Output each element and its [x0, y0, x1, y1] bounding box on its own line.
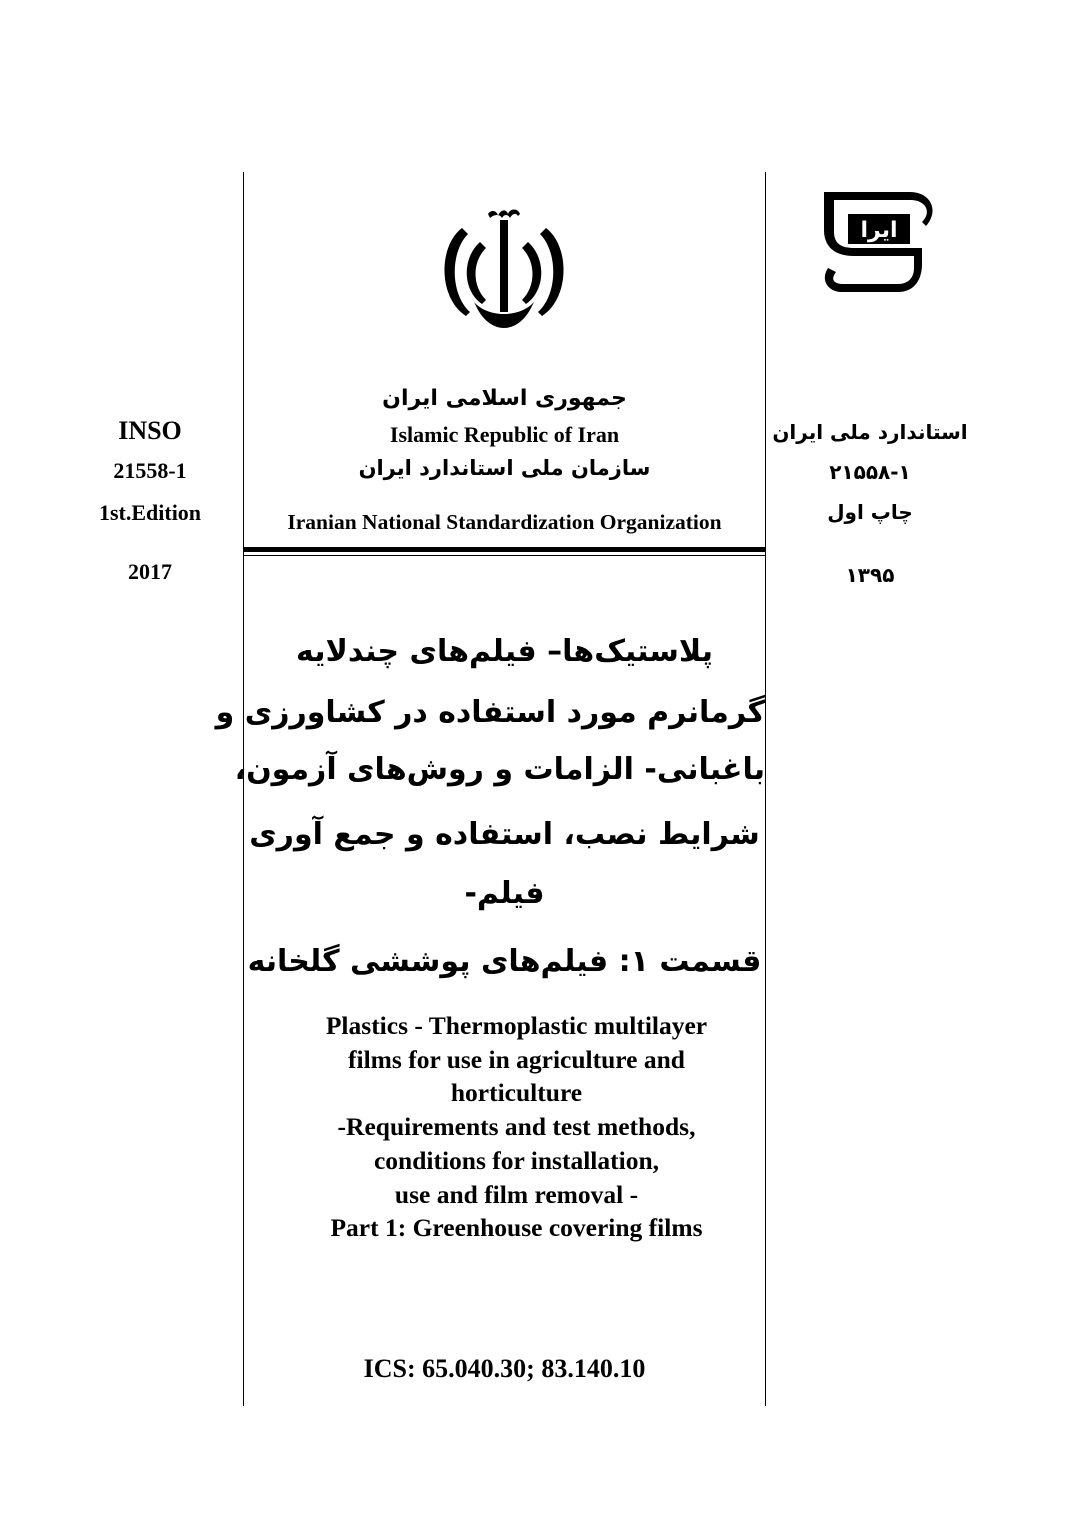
edition-label-fa: چاپ اول: [827, 500, 913, 524]
title-fa-line: قسمت ۱: فیلم‌های پوششی گلخانه: [247, 944, 762, 979]
standard-number: 21558-1: [113, 458, 187, 483]
title-en-line: -Requirements and test methods,: [337, 1112, 696, 1142]
header-rule-thick: [243, 547, 766, 552]
republic-name-fa: جمهوری اسلامی ایران: [382, 386, 627, 411]
title-en-line: horticulture: [450, 1078, 583, 1108]
title-en-line: Plastics - Thermoplastic multilayer: [325, 1011, 708, 1040]
title-en-line: conditions for installation,: [373, 1145, 660, 1175]
standard-title-fa: استاندارد ملی ایران: [772, 420, 968, 444]
title-fa-line: پلاستیک‌ها– فیلم‌های چندلایه: [296, 634, 713, 669]
header-rule-thin: [243, 555, 766, 556]
title-en-line: use and film removal -: [394, 1179, 639, 1209]
republic-name-en: Islamic Republic of Iran: [389, 422, 620, 447]
title-en-line: films for use in agriculture and: [348, 1044, 685, 1074]
edition-label: 1st.Edition: [98, 500, 202, 525]
title-fa-line: باغبانی- الزامات و روش‌های آزمون،: [234, 752, 765, 787]
title-fa-line: شرایط نصب، استفاده و جمع آوری: [249, 817, 760, 852]
isiri-logo-icon: [818, 188, 942, 296]
standard-number-fa: ۲۱۵۵۸-۱: [829, 460, 911, 484]
publication-year: 2017: [128, 559, 172, 584]
title-fa-line: گرمانرم مورد استفاده در کشاورزی و: [215, 695, 765, 730]
title-en-line: Part 1: Greenhouse covering films: [330, 1213, 703, 1243]
title-en: [244, 1009, 789, 1245]
ics-code: ICS: 65.040.30; 83.140.10: [363, 1354, 646, 1383]
organization-name-fa: سازمان ملی استاندارد ایران: [358, 456, 651, 480]
organization-name-en: Iranian National Standardization Organization: [287, 510, 722, 534]
isiri-logo-text: ایرا: [860, 218, 898, 243]
iran-emblem-icon: [436, 206, 572, 336]
title-fa-line: فیلم-: [464, 876, 545, 911]
publication-year-fa: ۱۳۹۵: [845, 563, 895, 587]
standard-code: INSO: [118, 416, 182, 445]
